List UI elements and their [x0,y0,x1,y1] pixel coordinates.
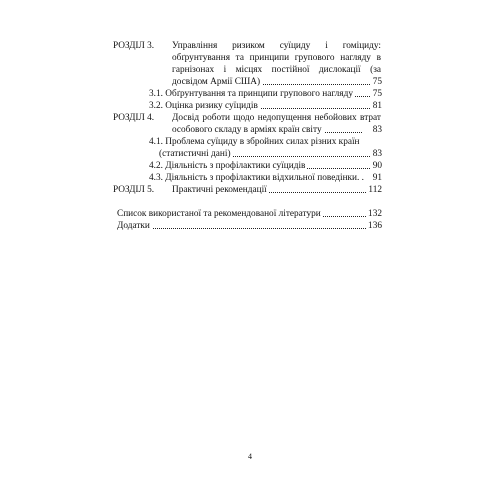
toc-item-3-1[interactable] [149,88,382,100]
section-5-entry[interactable] [172,184,382,196]
appendix-label: Додатки [117,221,150,231]
toc-item-4-1[interactable] [159,148,382,160]
toc-item-page: 81 [372,101,382,111]
toc-item-page: 83 [372,149,382,159]
toc-item-label: 3.1. Обґрунтування та принципи групового нагляду [149,89,353,99]
toc-item-page: 91 [372,173,382,183]
toc-item-page: 90 [372,161,382,171]
section-4-entry[interactable] [172,124,362,136]
references-label: Список використаної та рекомендованої літератури [117,209,321,219]
section-4-title-line-1: Досвід роботи щодо недопущення небойових втрат [172,113,381,123]
section-4-title-line-2: особового складу в арміях країн світу [172,125,322,135]
section-5-title: Практичні рекомендації [172,185,267,195]
toc-item-4-1-line-2: (статистичні дані) [159,149,231,159]
section-3-title-line-1: Управління ризиком суїциду і гоміциду: [172,41,381,51]
section-3-entry[interactable] [172,76,382,88]
references-page: 132 [368,209,382,219]
toc-item-page: 75 [372,89,382,99]
section-3-head: РОЗДІЛ 3. [113,41,155,51]
toc-item-4-3[interactable] [149,172,382,184]
section-3-title-line-2: обґрунтування та принципи групового нагляду в [172,53,381,63]
section-5-head: РОЗДІЛ 5. [113,185,155,195]
toc-references[interactable] [117,208,382,220]
toc-item-4-2[interactable] [149,160,382,172]
toc-item-label: 4.2. Діяльність з профілактики суїцидів [149,161,306,171]
toc-item-label: 3.2. Оцінка ризику суїцидів [149,101,258,111]
section-4-head: РОЗДІЛ 4. [113,113,155,123]
toc-appendix[interactable] [117,220,382,232]
section-3-page: 75 [372,77,382,87]
appendix-page: 136 [368,221,382,231]
section-3-title-line-4: досвідом Армії США) [172,77,261,87]
section-5-page: 112 [368,185,382,195]
page-number: 4 [248,452,252,461]
toc-item-3-2[interactable] [149,100,382,112]
section-4-page: 83 [372,125,382,135]
toc-item-label: 4.3. Діяльність з профілактики відхильної поведінки. . [149,173,365,183]
toc-item-4-1-line-1: 4.1. Проблема суїциду в збройних силах різних країн [149,137,360,147]
section-3-title-line-3: гарнізонах і місцях постійної дислокації (за [172,65,381,75]
leader-dots [117,228,382,229]
